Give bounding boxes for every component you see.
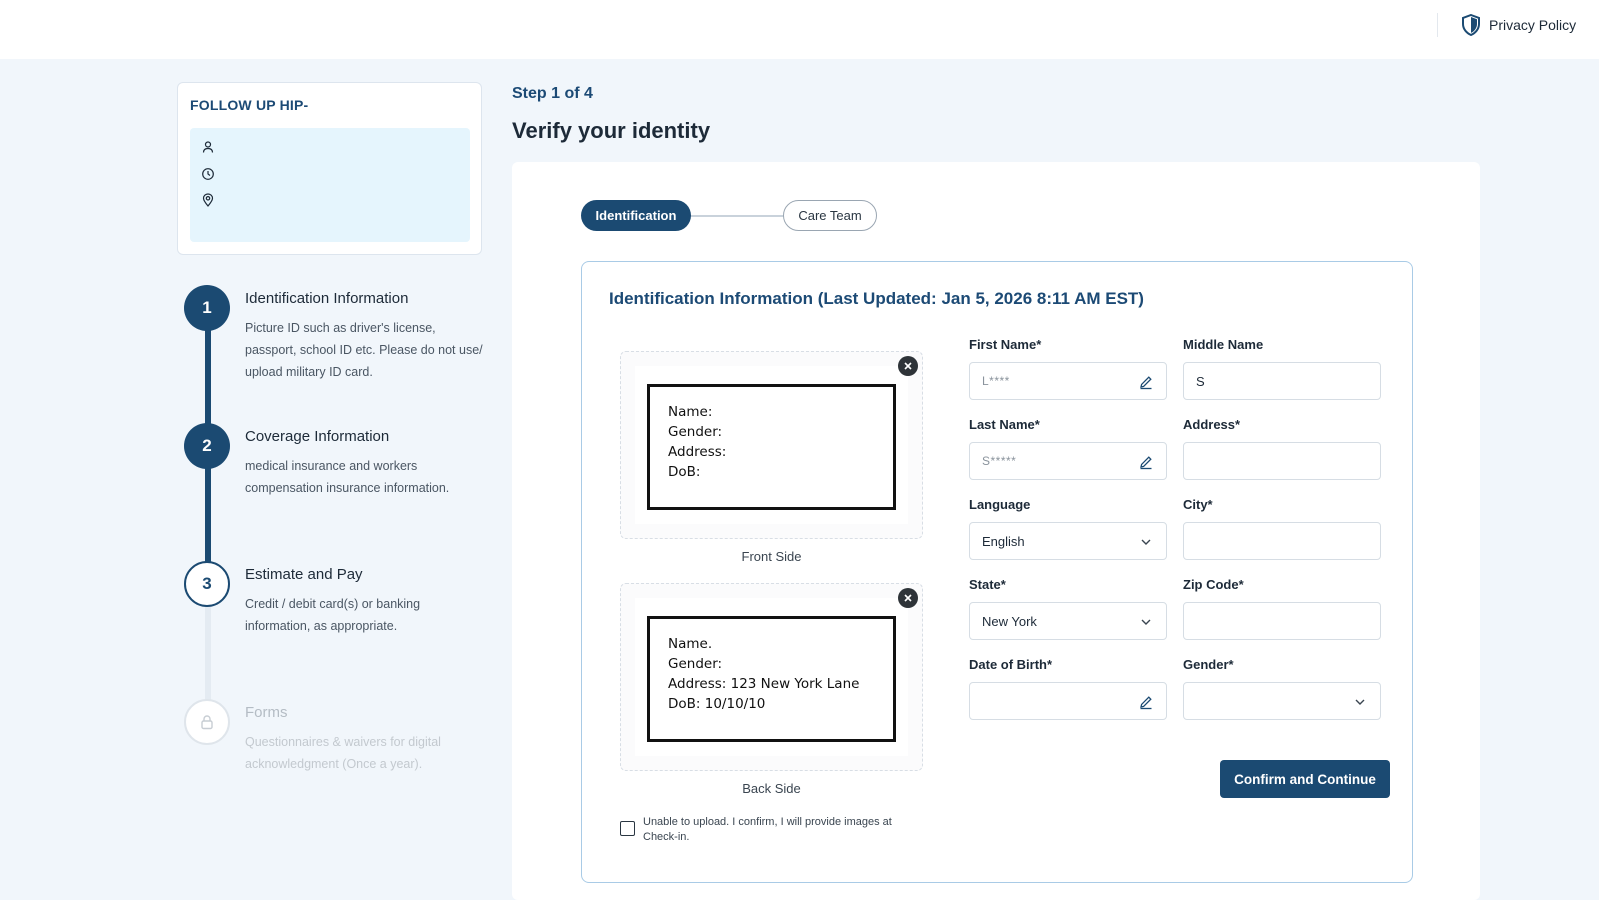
appointment-card bbox=[177, 82, 482, 255]
pencil-icon[interactable] bbox=[1138, 694, 1154, 710]
top-bar bbox=[0, 0, 1599, 59]
close-icon bbox=[903, 593, 913, 603]
middle-name-field[interactable] bbox=[1183, 362, 1381, 400]
id-line: DoB: 10/10/10 bbox=[668, 696, 766, 712]
appointment-title: FOLLOW UP HIP- bbox=[190, 97, 309, 113]
address-label: Address* bbox=[1183, 417, 1241, 432]
remove-front-button[interactable] bbox=[898, 356, 918, 376]
location-pin-icon bbox=[201, 193, 215, 207]
last-name-label: Last Name* bbox=[969, 417, 1040, 432]
step-description: medical insurance and workers compensation insurance information. bbox=[245, 459, 450, 495]
step-description: Picture ID such as driver's license, passport, school ID etc. Please do not use/ upload military ID card. bbox=[245, 321, 483, 379]
back-id-upload[interactable] bbox=[620, 583, 923, 771]
language-select[interactable] bbox=[969, 522, 1167, 560]
state-label: State* bbox=[969, 577, 1006, 592]
first-name-label: First Name* bbox=[969, 337, 1042, 352]
id-line: Gender: bbox=[668, 424, 723, 440]
shield-icon bbox=[1462, 14, 1480, 36]
pencil-icon[interactable] bbox=[1138, 454, 1154, 470]
step-number: 3 bbox=[184, 561, 230, 607]
top-bar-divider bbox=[1437, 13, 1438, 37]
step-indicator: Step 1 of 4 bbox=[512, 85, 593, 102]
step-lock-badge bbox=[184, 699, 230, 745]
chevron-down-icon bbox=[1138, 534, 1154, 550]
id-line: Address: 123 New York Lane bbox=[668, 676, 860, 692]
step-number: 2 bbox=[184, 423, 230, 469]
tab-care-team[interactable]: Care Team bbox=[783, 200, 877, 231]
unable-to-upload-checkbox[interactable] bbox=[620, 821, 635, 836]
tab-identification[interactable]: Identification bbox=[581, 200, 691, 231]
back-id-image bbox=[647, 616, 896, 742]
id-line: Address: bbox=[668, 444, 727, 460]
front-side-label: Front Side bbox=[741, 549, 802, 564]
person-icon bbox=[201, 140, 215, 154]
step-title: Forms bbox=[245, 704, 288, 721]
step-connector bbox=[205, 328, 211, 424]
zip-code-label: Zip Code* bbox=[1183, 577, 1244, 592]
pencil-icon[interactable] bbox=[1138, 374, 1154, 390]
back-side-label: Back Side bbox=[742, 781, 801, 796]
date-of-birth-label: Date of Birth* bbox=[969, 657, 1053, 672]
step-title: Coverage Information bbox=[245, 428, 390, 445]
step-title: Identification Information bbox=[245, 290, 409, 307]
gender-select[interactable] bbox=[1183, 682, 1381, 720]
id-line: Name: bbox=[668, 404, 713, 420]
remove-back-button[interactable] bbox=[898, 588, 918, 608]
lock-icon bbox=[199, 714, 215, 730]
unable-to-upload bbox=[620, 815, 920, 845]
language-label: Language bbox=[969, 497, 1031, 512]
last-name-field[interactable] bbox=[969, 442, 1167, 480]
address-field[interactable] bbox=[1183, 442, 1381, 480]
id-line: DoB: bbox=[668, 464, 701, 480]
step-description: Questionnaires & waivers for digital acknowledgment (Once a year). bbox=[245, 735, 441, 771]
appointment-info-box bbox=[190, 128, 470, 242]
state-value: New York bbox=[982, 613, 1037, 629]
privacy-policy-label: Privacy Policy bbox=[1489, 17, 1577, 33]
first-name-field[interactable] bbox=[969, 362, 1167, 400]
step-description: Credit / debit card(s) or banking information, as appropriate. bbox=[245, 597, 421, 633]
privacy-policy-link[interactable] bbox=[1462, 13, 1576, 37]
unable-to-upload-label: Unable to upload. I confirm, I will provide images at Check-in. bbox=[643, 816, 892, 843]
page-title: Verify your identity bbox=[512, 118, 711, 143]
step-number: 1 bbox=[184, 285, 230, 331]
middle-name-label: Middle Name bbox=[1183, 337, 1264, 352]
tab-connector bbox=[690, 215, 785, 217]
front-id-image bbox=[647, 384, 896, 510]
id-line: Name. bbox=[668, 636, 713, 652]
step-connector bbox=[205, 605, 211, 701]
zip-code-field[interactable] bbox=[1183, 602, 1381, 640]
chevron-down-icon bbox=[1138, 614, 1154, 630]
first-name-value: L**** bbox=[982, 374, 1010, 388]
id-line: Gender: bbox=[668, 656, 723, 672]
clock-icon bbox=[201, 167, 215, 181]
step-connector bbox=[205, 466, 211, 562]
state-select[interactable] bbox=[969, 602, 1167, 640]
date-of-birth-field[interactable] bbox=[969, 682, 1167, 720]
city-field[interactable] bbox=[1183, 522, 1381, 560]
city-label: City* bbox=[1183, 497, 1213, 512]
step-title: Estimate and Pay bbox=[245, 566, 363, 583]
section-heading: Identification Information (Last Updated: Jan 5, 2026 8:11 AM EST) bbox=[609, 289, 1144, 308]
front-id-upload[interactable] bbox=[620, 351, 923, 539]
confirm-and-continue-button[interactable]: Confirm and Continue bbox=[1220, 760, 1390, 798]
chevron-down-icon bbox=[1352, 694, 1368, 710]
close-icon bbox=[903, 361, 913, 371]
last-name-value: S***** bbox=[982, 454, 1017, 468]
language-value: English bbox=[982, 533, 1025, 549]
gender-label: Gender* bbox=[1183, 657, 1234, 672]
